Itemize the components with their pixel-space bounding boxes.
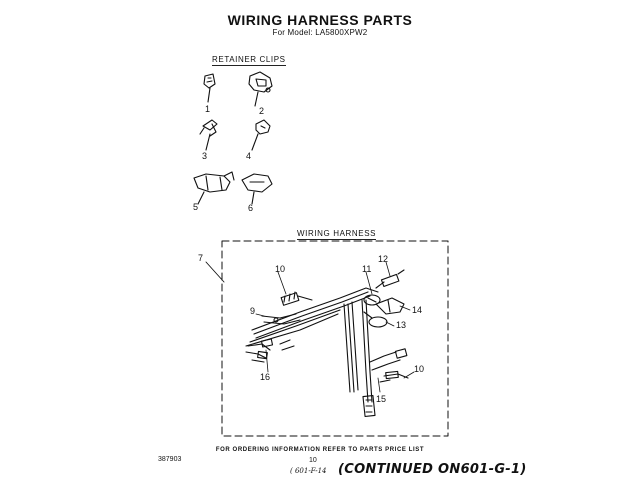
callout-2: 2 xyxy=(259,106,265,116)
retainer-clip-1-drawing xyxy=(204,74,215,102)
callout-1: 1 xyxy=(205,104,211,114)
continued-note: (CONTINUED ON601-G-1) xyxy=(338,462,527,477)
harness-right-connectors xyxy=(364,270,404,327)
harness-lower-right-connectors xyxy=(370,349,408,382)
callout-7: 7 xyxy=(198,253,204,263)
callout-15: 15 xyxy=(376,394,387,404)
wiring-harness-heading: WIRING HARNESS xyxy=(297,229,377,238)
retainer-clip-4-drawing xyxy=(252,120,270,150)
retainer-clip-2-drawing xyxy=(249,72,272,106)
callout-10-lower: 10 xyxy=(414,364,425,374)
harness-left-branch xyxy=(246,339,294,362)
callout-12: 12 xyxy=(378,254,389,264)
callout-4: 4 xyxy=(246,151,252,161)
retainer-clip-6-drawing xyxy=(242,174,272,204)
ordering-note: FOR ORDERING INFORMATION REFER TO PARTS PRICE LIST xyxy=(215,447,425,453)
handwritten-reference: ( 601-F-14 xyxy=(290,467,327,475)
page-title: WIRING HARNESS PARTS xyxy=(227,12,413,28)
callout-14: 14 xyxy=(412,305,423,315)
page-number: 10 xyxy=(309,457,317,464)
callout-16: 16 xyxy=(260,372,271,382)
model-subtitle: For Model: LA5800XPW2 xyxy=(272,28,368,37)
callout-9: 9 xyxy=(250,306,256,316)
diagram-code: 387903 xyxy=(158,456,182,463)
retainer-clip-3-drawing xyxy=(200,120,217,150)
callout-6: 6 xyxy=(248,203,254,213)
callout-5: 5 xyxy=(193,202,199,212)
callout-11: 11 xyxy=(362,264,372,274)
retainer-clip-5-drawing xyxy=(194,172,234,204)
callout-3: 3 xyxy=(202,151,208,161)
callout-10-upper: 10 xyxy=(275,264,286,274)
callout-13: 13 xyxy=(396,320,407,330)
retainer-clips-heading: RETAINER CLIPS xyxy=(212,55,286,64)
